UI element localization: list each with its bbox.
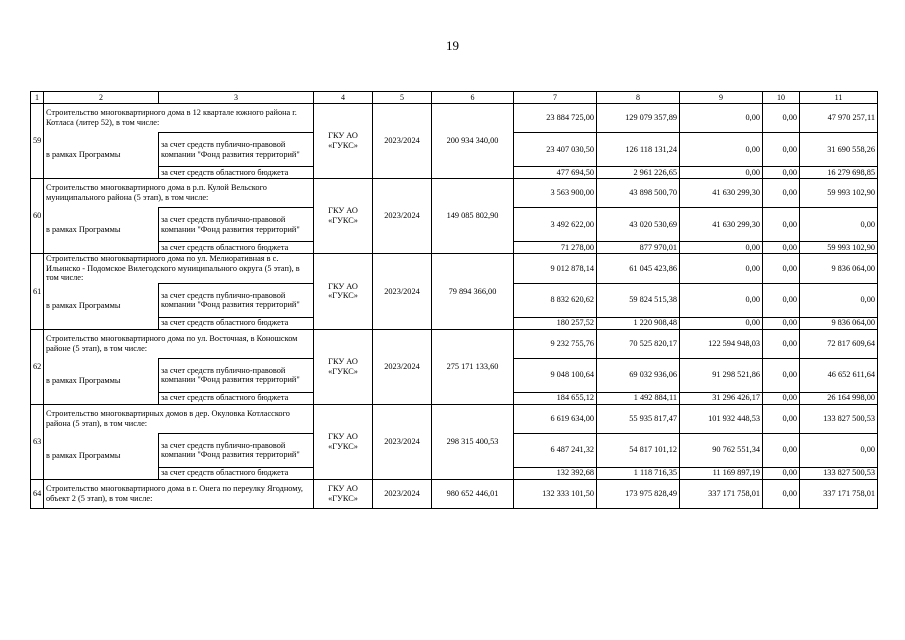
regional-value: 184 655,12 [514,392,597,404]
object-name: Строительство многоквартирных домов в дер. Окуловка Котласского района (5 этап), в том числе: [44,404,314,433]
total-value: 0,00 [763,179,800,208]
source-label: за счет средств публично-правовой компании "Фонд развития территорий" [159,133,314,167]
total-value: 0,00 [763,254,800,284]
regional-value: 26 164 998,00 [800,392,878,404]
fond-value: 59 824 515,38 [597,283,680,317]
col-header: 1 [31,92,44,104]
object-name: Строительство многоквартирного дома в р.п. Кулой Вельского муниципального района (5 этап), в том числе: [44,179,314,208]
total-value: 337 171 758,01 [800,479,878,508]
program-label: в рамках Программы [44,208,159,254]
total-value: 61 045 423,86 [597,254,680,284]
program-label: в рамках Программы [44,433,159,479]
row-number: 59 [31,104,44,179]
regional-value: 1 220 908,48 [597,317,680,329]
total-value: 72 817 609,64 [800,329,878,358]
total-value: 0,00 [680,254,763,284]
fond-value: 0,00 [763,433,800,467]
object-total-row [31,104,878,133]
fond-value: 0,00 [680,283,763,317]
object-total-row [31,179,878,208]
total-value: 0,00 [763,329,800,358]
regional-value: 1 492 884,11 [597,392,680,404]
program-label: в рамках Программы [44,133,159,179]
fond-value: 0,00 [800,283,878,317]
period-cell: 2023/2024 [373,329,432,404]
cost-cell: 298 315 400,53 [432,404,514,479]
fond-value: 0,00 [763,283,800,317]
regional-value: 59 993 102,90 [800,242,878,254]
fond-value: 0,00 [800,208,878,242]
total-value: 0,00 [763,479,800,508]
regional-value: 180 257,52 [514,317,597,329]
customer-cell: ГКУ АО «ГУКС» [314,254,373,330]
cost-cell: 149 085 802,90 [432,179,514,254]
total-value: 133 827 500,53 [800,404,878,433]
fond-value: 69 032 936,06 [597,358,680,392]
customer-cell: ГКУ АО «ГУКС» [314,404,373,479]
total-value: 132 333 101,50 [514,479,597,508]
regional-value: 0,00 [763,467,800,479]
regional-value: 2 961 226,65 [597,167,680,179]
source-label: за счет средств областного бюджета [159,167,314,179]
total-value: 9 836 064,00 [800,254,878,284]
column-number-row [31,92,878,104]
total-value: 173 975 828,49 [597,479,680,508]
fond-value: 8 832 620,62 [514,283,597,317]
regional-value: 0,00 [680,242,763,254]
col-header: 8 [597,92,680,104]
total-value: 70 525 820,17 [597,329,680,358]
regional-value: 16 279 698,85 [800,167,878,179]
col-header: 4 [314,92,373,104]
customer-cell: ГКУ АО «ГУКС» [314,329,373,404]
row-number: 62 [31,329,44,404]
period-cell: 2023/2024 [373,479,432,508]
customer-cell: ГКУ АО «ГУКС» [314,104,373,179]
source-label: за счет средств публично-правовой компании "Фонд развития территорий" [159,208,314,242]
source-label: за счет средств областного бюджета [159,317,314,329]
total-value: 122 594 948,03 [680,329,763,358]
col-header: 3 [159,92,314,104]
fond-value: 90 762 551,34 [680,433,763,467]
fond-value: 0,00 [800,433,878,467]
total-value: 0,00 [763,104,800,133]
fond-value: 126 118 131,24 [597,133,680,167]
regional-value: 11 169 897,19 [680,467,763,479]
regional-value: 9 836 064,00 [800,317,878,329]
period-cell: 2023/2024 [373,254,432,330]
total-value: 47 970 257,11 [800,104,878,133]
fond-value: 46 652 611,64 [800,358,878,392]
object-name: Строительство многоквартирного дома в 12 квартале южного района г. Котласа (литер 52), в том числе: [44,104,314,133]
regional-value: 31 296 426,17 [680,392,763,404]
total-value: 23 884 725,00 [514,104,597,133]
total-value: 43 898 500,70 [597,179,680,208]
source-label: за счет средств областного бюджета [159,242,314,254]
regional-value: 877 970,01 [597,242,680,254]
total-value: 3 563 900,00 [514,179,597,208]
col-header: 7 [514,92,597,104]
total-value: 41 630 299,30 [680,179,763,208]
fond-value: 0,00 [680,133,763,167]
regional-value: 0,00 [680,167,763,179]
object-name: Строительство многоквартирного дома по ул. Мелиоративная в с. Ильинско - Подомское Вилегодского муниципального округа (5 этап), в том числе: [44,254,314,284]
cost-cell: 79 894 366,00 [432,254,514,330]
row-number: 64 [31,479,44,508]
col-header: 10 [763,92,800,104]
period-cell: 2023/2024 [373,179,432,254]
total-value: 337 171 758,01 [680,479,763,508]
cost-cell: 200 934 340,00 [432,104,514,179]
fond-value: 23 407 030,50 [514,133,597,167]
col-header: 5 [373,92,432,104]
fond-value: 41 630 299,30 [680,208,763,242]
col-header: 2 [44,92,159,104]
customer-cell: ГКУ АО «ГУКС» [314,479,373,508]
total-value: 59 993 102,90 [800,179,878,208]
period-cell: 2023/2024 [373,404,432,479]
regional-value: 132 392,68 [514,467,597,479]
object-total-row [31,404,878,433]
total-value: 129 079 357,89 [597,104,680,133]
regional-value: 0,00 [763,167,800,179]
regional-value: 0,00 [763,392,800,404]
cost-cell: 275 171 133,60 [432,329,514,404]
regional-value: 0,00 [680,317,763,329]
total-value: 6 619 634,00 [514,404,597,433]
fond-value: 9 048 100,64 [514,358,597,392]
fond-value: 31 690 558,26 [800,133,878,167]
object-total-row [31,329,878,358]
object-total-row [31,479,878,508]
program-label: в рамках Программы [44,358,159,404]
program-label: в рамках Программы [44,283,159,329]
object-name: Строительство многоквартирного дома в г. Онега по переулку Ягодному, объект 2 (5 этап), в том числе: [44,479,314,508]
customer-cell: ГКУ АО «ГУКС» [314,179,373,254]
source-label: за счет средств публично-правовой компании "Фонд развития территорий" [159,358,314,392]
regional-value: 133 827 500,53 [800,467,878,479]
regional-value: 477 694,50 [514,167,597,179]
col-header: 11 [800,92,878,104]
source-label: за счет средств областного бюджета [159,392,314,404]
total-value: 0,00 [680,104,763,133]
col-header: 9 [680,92,763,104]
row-number: 60 [31,179,44,254]
page-number: 19 [446,38,459,53]
total-value: 9 232 755,76 [514,329,597,358]
row-number: 63 [31,404,44,479]
source-label: за счет средств публично-правовой компании "Фонд развития территорий" [159,283,314,317]
object-total-row [31,254,878,284]
budget-table [30,91,878,509]
regional-value: 0,00 [763,242,800,254]
regional-value: 71 278,00 [514,242,597,254]
regional-value: 0,00 [763,317,800,329]
total-value: 101 932 448,53 [680,404,763,433]
row-number: 61 [31,254,44,330]
regional-value: 1 118 716,35 [597,467,680,479]
source-label: за счет средств публично-правовой компании "Фонд развития территорий" [159,433,314,467]
period-cell: 2023/2024 [373,104,432,179]
fond-value: 6 487 241,32 [514,433,597,467]
total-value: 55 935 817,47 [597,404,680,433]
fond-value: 43 020 530,69 [597,208,680,242]
total-value: 0,00 [763,404,800,433]
fond-value: 3 492 622,00 [514,208,597,242]
total-value: 9 012 878,14 [514,254,597,284]
fond-value: 0,00 [763,208,800,242]
fond-value: 91 298 521,86 [680,358,763,392]
fond-value: 0,00 [763,133,800,167]
fond-value: 0,00 [763,358,800,392]
cost-cell: 980 652 446,01 [432,479,514,508]
source-label: за счет средств областного бюджета [159,467,314,479]
col-header: 6 [432,92,514,104]
object-name: Строительство многоквартирного дома по ул. Восточная, в Коношском районе (5 этап), в том числе: [44,329,314,358]
fond-value: 54 817 101,12 [597,433,680,467]
